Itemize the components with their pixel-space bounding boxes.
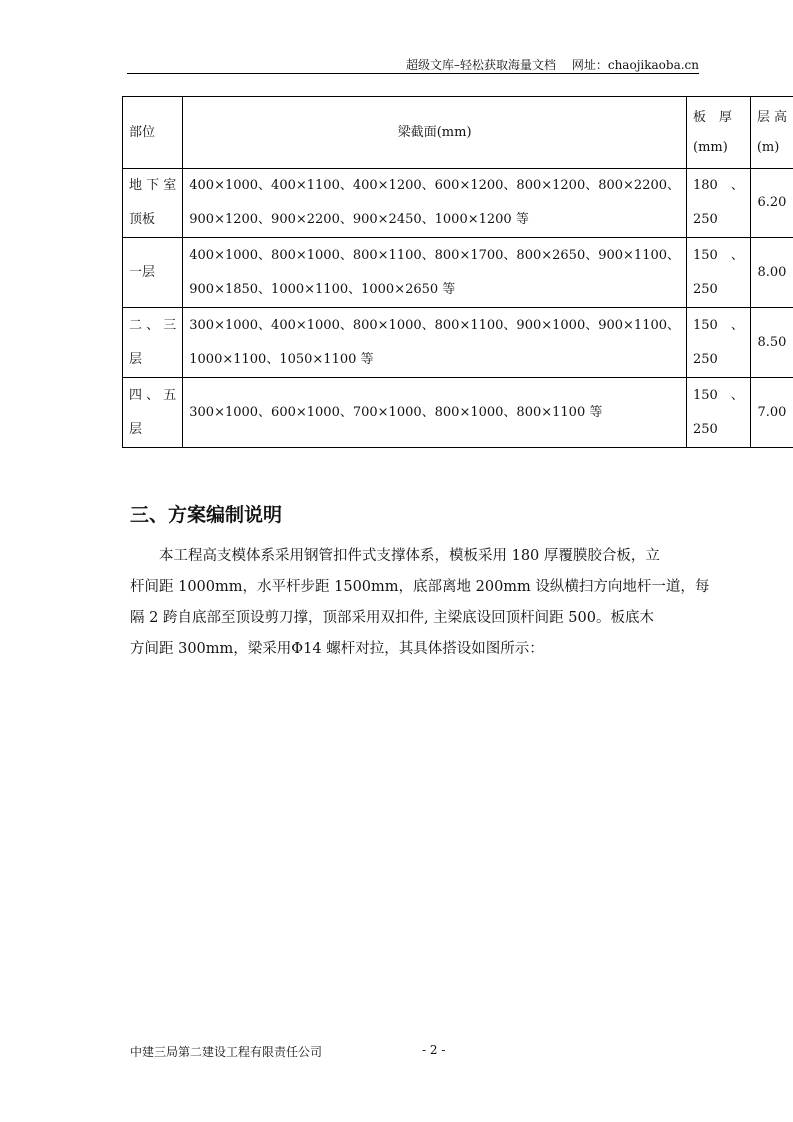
cell-height-line: 8.50 <box>757 334 787 350</box>
cell-section-line: 300×1000、400×1000、800×1000、800×1100、900×1000、900×1100、 <box>189 317 681 333</box>
header-thickness-l2: (mm) <box>693 139 728 155</box>
cell-height-line: 7.00 <box>757 404 787 420</box>
cell-thick-line: 250 <box>693 281 718 297</box>
cell-section <box>183 169 687 238</box>
page-header: 超级文库–轻松获取海量文档 网址：chaojikaoba.cn <box>406 58 699 72</box>
cell-section <box>183 238 687 308</box>
paragraph-line: 方间距 300mm，梁采用Φ14 螺杆对拉，其具体搭设如图所示： <box>130 641 544 657</box>
table-header-row <box>123 97 793 169</box>
cell-thick-line: 150 、 <box>693 387 744 403</box>
cell-part-line: 二 、 三 <box>129 317 177 333</box>
cell-part-line: 一层 <box>129 264 156 280</box>
paragraph-line: 本工程高支模体系采用钢管扣件式支撑体系，模板采用 180 厚覆膜胶合板，立 <box>130 548 660 564</box>
cell-height-line: 6.20 <box>757 195 787 210</box>
table-row <box>123 238 793 308</box>
cell-height <box>750 308 793 378</box>
cell-part <box>123 238 183 308</box>
header-height-l1: 层 高 <box>756 109 787 125</box>
cell-thick-line: 250 <box>693 212 718 227</box>
header-rule <box>127 73 699 74</box>
cell-height-line: 8.00 <box>757 264 787 280</box>
table-row <box>123 169 793 238</box>
cell-section-line: 900×1200、900×2200、900×2450、1000×1200 等 <box>189 212 529 227</box>
paragraph-line: 隔 2 跨自底部至顶设剪刀撑，顶部采用双扣件, 主梁底设回顶杆间距 500。板底木 <box>130 610 654 626</box>
cell-part <box>123 169 183 238</box>
table-row <box>123 378 793 448</box>
cell-thick-line: 250 <box>693 421 718 437</box>
cell-section-line: 300×1000、600×1000、700×1000、800×1000、800×1100 等 <box>189 404 603 420</box>
cell-height <box>750 238 793 308</box>
cell-section-line: 400×1000、800×1000、800×1100、800×1700、800×2650、900×1100、 <box>189 247 681 263</box>
cell-thick <box>687 238 751 308</box>
cell-thick-line: 180 、 <box>693 178 744 193</box>
cell-thick <box>687 169 751 238</box>
cell-section-line: 900×1850、1000×1100、1000×2650 等 <box>189 281 456 297</box>
cell-thick <box>687 378 751 448</box>
cell-thick-line: 150 、 <box>693 247 744 263</box>
header-height <box>750 97 793 169</box>
cell-section <box>183 378 687 448</box>
cell-section-line: 400×1000、400×1100、400×1200、600×1200、800×1200、800×2200、 <box>189 178 681 193</box>
cell-part-line: 层 <box>129 421 143 437</box>
cell-thick-line: 250 <box>693 351 718 367</box>
table-row <box>123 308 793 378</box>
header-thickness <box>687 97 751 169</box>
cell-part-line: 顶板 <box>129 212 156 227</box>
cell-thick <box>687 308 751 378</box>
cell-section <box>183 308 687 378</box>
beam-section-table <box>122 96 793 448</box>
header-height-l2: (m) <box>756 139 780 155</box>
header-part: 部位 <box>123 97 183 169</box>
footer-company: 中建三局第二建设工程有限责任公司 <box>130 1045 323 1059</box>
cell-part-line: 层 <box>129 351 143 367</box>
cell-part <box>123 378 183 448</box>
paragraph-line: 杆间距 1000mm，水平杆步距 1500mm，底部离地 200mm 设纵横扫方向地杆一道，每 <box>130 579 710 595</box>
section-title: 三、方案编制说明 <box>130 504 283 526</box>
cell-height <box>750 169 793 238</box>
cell-section-line: 1000×1100、1050×1100 等 <box>189 351 374 367</box>
cell-part-line: 地 下 室 <box>129 178 177 193</box>
cell-part-line: 四 、 五 <box>129 387 177 403</box>
cell-part <box>123 308 183 378</box>
cell-thick-line: 150 、 <box>693 317 744 333</box>
header-section: 梁截面(mm) <box>183 97 687 169</box>
header-thickness-l1: 板 厚 <box>693 109 733 125</box>
footer-page-number: - 2 - <box>422 1043 446 1057</box>
cell-height <box>750 378 793 448</box>
